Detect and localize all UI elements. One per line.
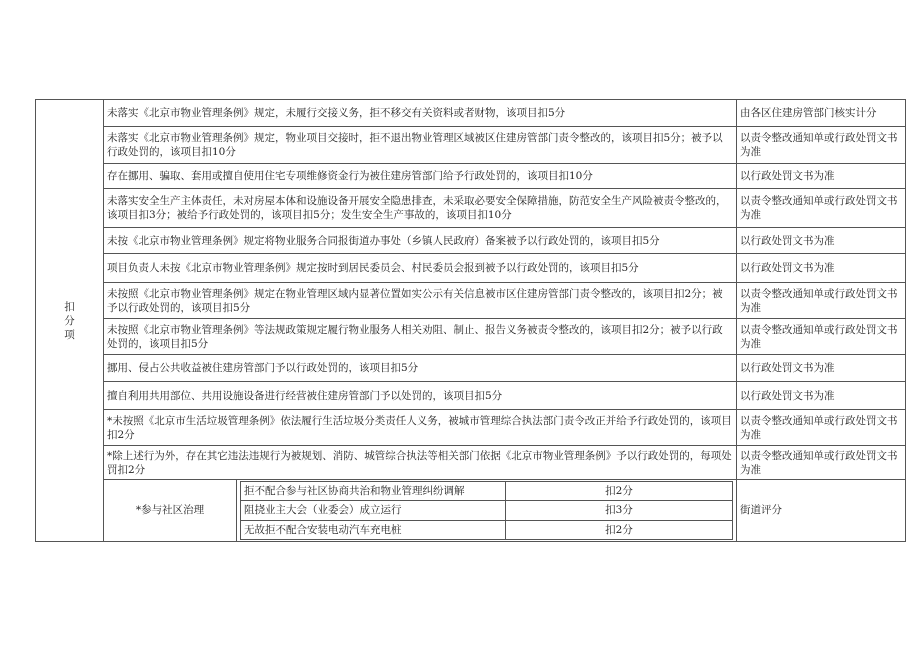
basis-cell: 以责令整改通知单或行政处罚文书为准 [737,409,906,446]
community-label: *参与社区治理 [104,479,237,541]
basis-cell: 以行政处罚文书为准 [737,164,906,189]
table-row [36,382,906,409]
subtable-row [241,481,733,500]
table-row [36,479,906,541]
item-cell: 项目负责人未按《北京市物业管理条例》规定按时到居民委员会、村民委员会报到被予以行政处罚的，该项目扣5分 [104,254,737,282]
item-cell: 挪用、侵占公共收益被住建房管部门予以行政处罚的，该项目扣5分 [104,354,737,381]
community-subtable [240,481,733,540]
table-row [36,319,906,355]
sub-item-points: 扣2分 [506,520,733,539]
sub-item-text: 阻挠业主大会（业委会）成立运行 [241,501,506,520]
basis-cell: 由各区住建房管部门核实计分 [737,100,906,127]
table-row [36,127,906,164]
table-row [36,354,906,381]
item-cell: 存在挪用、骗取、套用或擅自使用住宅专项维修资金行为被住建房管部门给予行政处罚的，该项目扣10分 [104,164,737,189]
basis-cell: 以责令整改通知单或行政处罚文书为准 [737,127,906,164]
basis-cell: 以责令整改通知单或行政处罚文书为准 [737,446,906,480]
table-row [36,189,906,228]
basis-cell: 以行政处罚文书为准 [737,254,906,282]
table-row [36,409,906,446]
basis-cell: 以责令整改通知单或行政处罚文书为准 [737,282,906,319]
category-char: 项 [64,328,75,341]
table-row [36,254,906,282]
sub-item-points: 扣3分 [506,501,733,520]
table-row [36,164,906,189]
category-cell [36,100,104,542]
sub-item-text: 无故拒不配合安装电动汽车充电桩 [241,520,506,539]
item-cell: 未落实安全生产主体责任，未对房屋本体和设施设备开展安全隐患排查，未采取必要安全保障措施，防范安全生产风险被责令整改的，该项目扣3分；被给予行政处罚的，该项目扣5分；发生安全生产事故的，该项目扣10分 [104,189,737,228]
item-cell: *除上述行为外，存在其它违法违规行为被规划、消防、城管综合执法等相关部门依据《北京市物业管理条例》予以行政处罚的，每项处罚扣2分 [104,446,737,480]
subtable-row [241,501,733,520]
sub-item-text: 拒不配合参与社区协商共治和物业管理纠纷调解 [241,481,506,500]
item-cell: 擅自利用共用部位、共用设施设备进行经营被住建房管部门予以处罚的，该项目扣5分 [104,382,737,409]
community-items-cell [237,479,737,541]
table-row [36,282,906,319]
deduction-table [35,99,906,542]
item-cell: 未落实《北京市物业管理条例》规定，物业项目交接时，拒不退出物业管理区域被区住建房管部门责令整改的，该项目扣5分；被予以行政处罚的，该项目扣10分 [104,127,737,164]
sub-item-points: 扣2分 [506,481,733,500]
table-row [36,446,906,480]
table-row [36,228,906,254]
basis-cell: 街道评分 [737,479,906,541]
basis-cell: 以行政处罚文书为准 [737,228,906,254]
table-row [36,100,906,127]
basis-cell: 以行政处罚文书为准 [737,354,906,381]
basis-cell: 以责令整改通知单或行政处罚文书为准 [737,189,906,228]
item-cell: 未按照《北京市物业管理条例》等法规政策规定履行物业服务人相关劝阻、制止、报告义务被责令整改的，该项目扣2分；被予以行政处罚的，该项目扣5分 [104,319,737,355]
subtable-row [241,520,733,539]
item-cell: 未按照《北京市物业管理条例》规定在物业管理区域内显著位置如实公示有关信息被市区住建房管部门责令整改的，该项目扣2分；被予以行政处罚的，该项目扣5分 [104,282,737,319]
category-char: 扣 [64,300,75,313]
item-cell: *未按照《北京市生活垃圾管理条例》依法履行生活垃圾分类责任人义务，被城市管理综合执法部门责令改正并给予行政处罚的，该项目扣2分 [104,409,737,446]
basis-cell: 以行政处罚文书为准 [737,382,906,409]
item-cell: 未按《北京市物业管理条例》规定将物业服务合同报街道办事处（乡镇人民政府）备案被予以行政处罚的，该项目扣5分 [104,228,737,254]
basis-cell: 以责令整改通知单或行政处罚文书为准 [737,319,906,355]
item-cell: 未落实《北京市物业管理条例》规定，未履行交接义务，拒不移交有关资料或者财物，该项目扣5分 [104,100,737,127]
category-char: 分 [64,314,75,327]
